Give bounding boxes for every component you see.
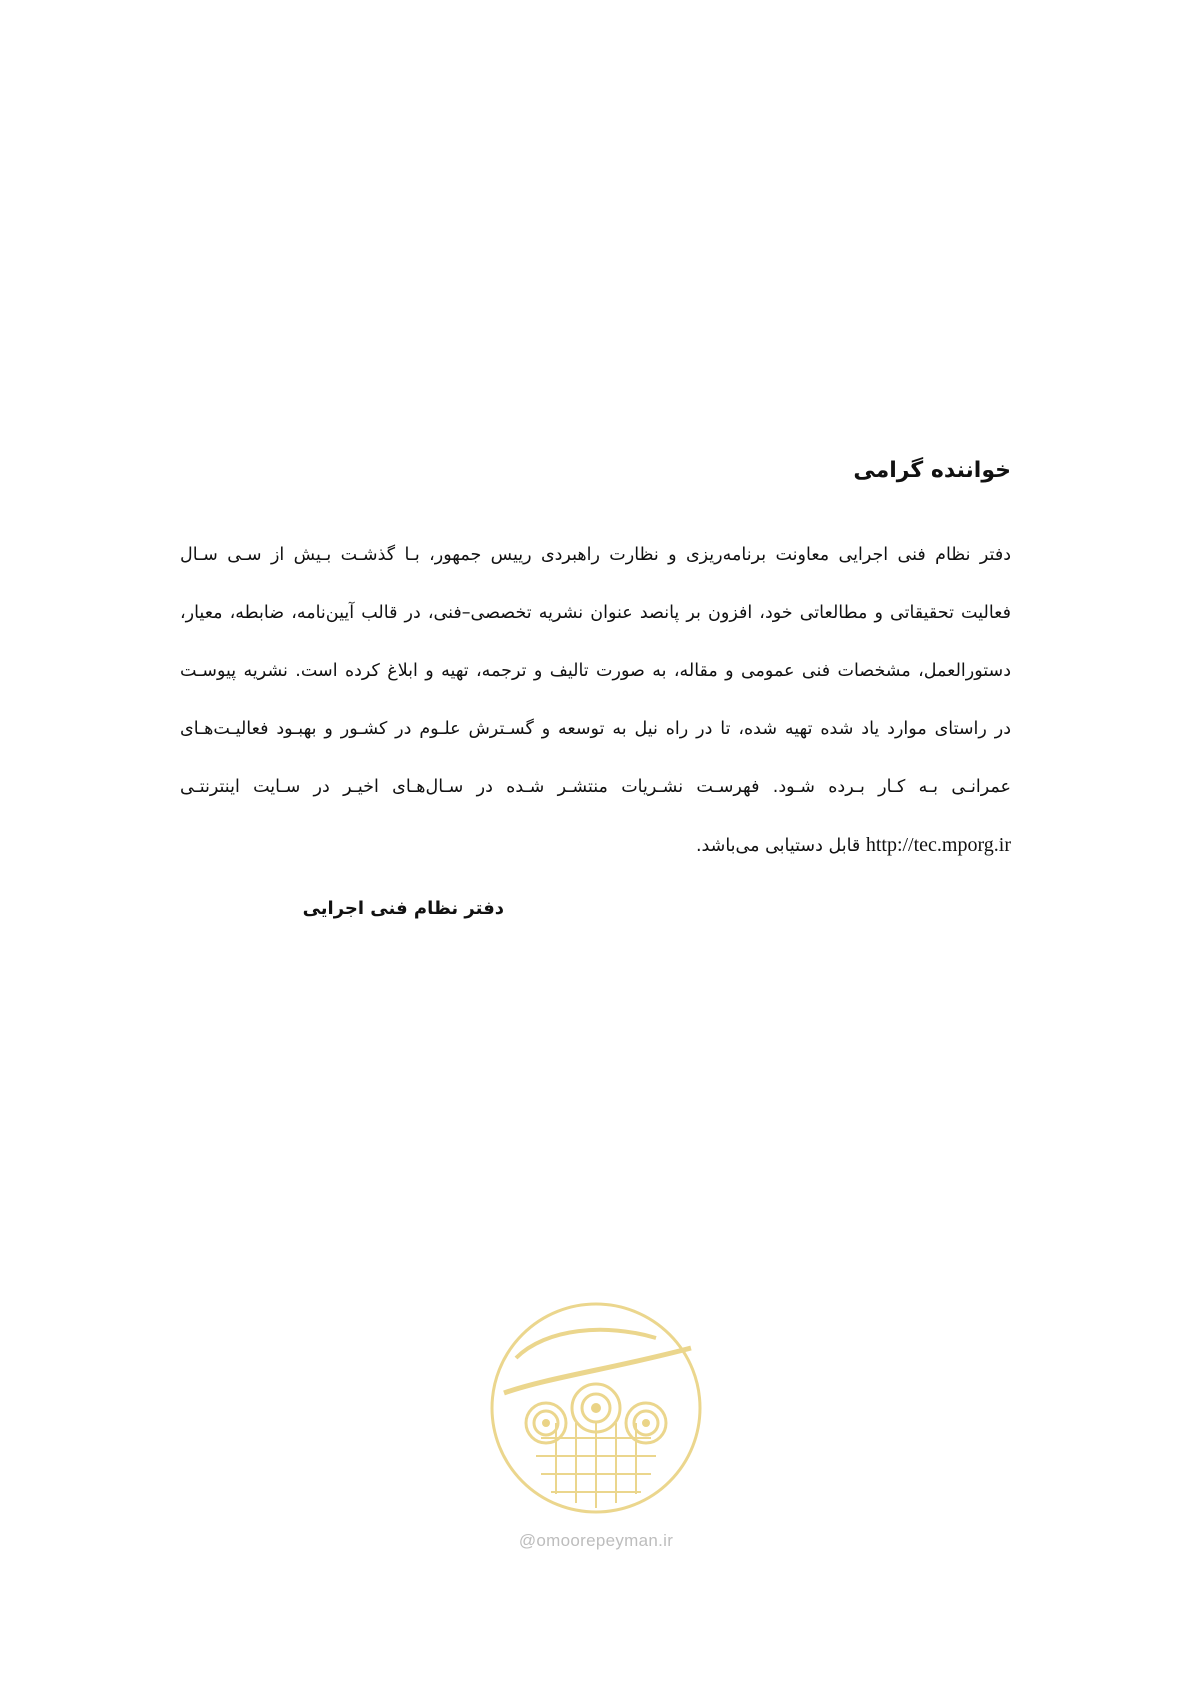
paragraph-line-6: [180, 816, 1011, 874]
page-heading: خواننده گرامی: [853, 458, 1011, 483]
paragraph-line-5: عمرانـی بـه کـار بـرده شـود. فهرسـت نشـریات منتشـر شـده در سـال‌هـای اخیـر در سـایت اینترنتـی: [180, 777, 1011, 797]
paragraph-line-1: دفتر نظام فنی اجرایی معاونت برنامه‌ریزی و نظارت راهبردی رییس جمهور، بـا گذشـت بـیش از سـی سـال: [180, 545, 1011, 565]
paragraph-line-3: دستورالعمل، مشخصات فنی عمومی و مقاله، به صورت تالیف و ترجمه، تهیه و ابلاغ کرده است. نشریه پیوسـت: [180, 661, 1011, 681]
intro-paragraph: [180, 526, 1011, 874]
paragraph-line-4: در راستای موارد یاد شده تهیه شده، تا در راه نیل به توسعه و گسـترش علـوم در کشـور و بهبـود فعالیـت‌هـای: [180, 719, 1011, 739]
paragraph-line-2: فعالیت تحقیقاتی و مطالعاتی خود، افزون بر پانصد عنوان نشریه تخصصی–فنی، در قالب آیین‌نامه، ضابطه، معیار،: [180, 603, 1011, 623]
website-link[interactable]: http://tec.mporg.ir: [865, 834, 1011, 856]
watermark-caption: @omoorepeyman.ir: [518, 1531, 674, 1550]
paragraph-line-6-text: قابل دستیابی می‌باشد.: [695, 836, 866, 856]
signature: دفتر نظام فنی اجرایی: [302, 898, 504, 919]
watermark-logo: [486, 1298, 706, 1518]
